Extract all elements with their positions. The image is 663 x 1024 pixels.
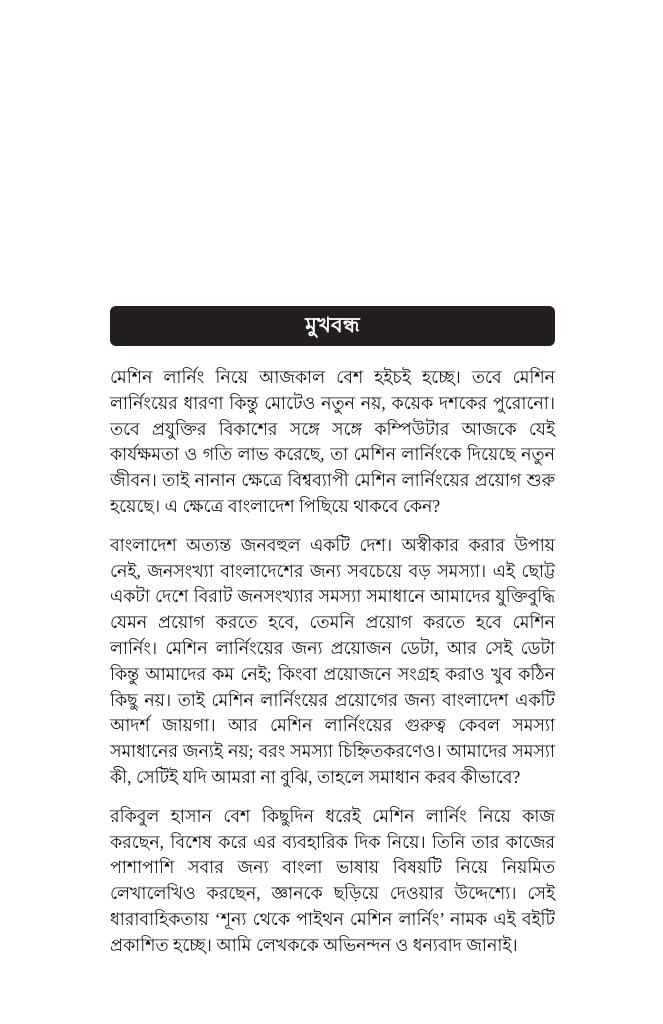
paragraph-1: মেশিন লার্নিং নিয়ে আজকাল বেশ হইচই হচ্ছে। তবে মেশিন লার্নিংয়ের ধারণা কিন্তু মোটেও নতুন নয়, কয়েক দশকের পুরোনো। তবে প্রযুক্তির বিকাশের সঙ্গে সঙ্গে কম্পিউটার আজকে যেই কার্যক্ষমতা ও গতি লাভ করেছে, তা মেশিন লার্নিংকে দিয়েছে নতুন জীবন। তাই নানান ক্ষেত্রে বিশ্বব্যাপী মেশিন লার্নিংয়ের প্রয়োগ শুরু হয়েছে। এ ক্ষেত্রে বাংলাদেশ পিছিয়ে থাকবে কেন? [110,367,555,516]
paragraph-2: বাংলাদেশ অত্যন্ত জনবহুল একটি দেশ। অস্বীকার করার উপায় নেই, জনসংখ্যা বাংলাদেশের জন্য সবচেয়ে বড় সমস্যা। এই ছোট্ট একটা দেশে বিরাট জনসংখ্যার সমস্যা সমাধানে আমাদের যুক্তিবুদ্ধি যেমন প্রয়োগ করতে হবে, তেমনি প্রয়োগ করতে হবে মেশিন লার্নিং। মেশিন লার্নিংয়ের জন্য প্রয়োজন ডেটা, আর সেই ডেটা কিন্তু আমাদের কম নেই; কিংবা প্রয়োজনে সংগ্রহ করাও খুব কঠিন কিছু নয়। তাই মেশিন লার্নিংয়ের প্রয়োগের জন্য বাংলাদেশ একটি আদর্শ জায়গা। আর মেশিন লার্নিংয়ের গুরুত্ব কেবল সমস্যা সমাধানের জন্যই নয়; বরং সমস্যা চিহ্নিতকরণেও। আমাদের সমস্যা কী, সেটিই যদি আমরা না বুঝি, তাহলে সমাধান করব কীভাবে? [110,534,555,787]
paragraph-3: রকিবুল হাসান বেশ কিছুদিন ধরেই মেশিন লার্নিং নিয়ে কাজ করছেন, বিশেষ করে এর ব্যবহারিক দিক নিয়ে। তিনি তার কাজের পাশাপাশি সবার জন্য বাংলা ভাষায় বিষয়টি নিয়ে নিয়মিত লেখালেখিও করছেন, জ্ঞানকে ছড়িয়ে দেওয়ার উদ্দেশ্যে। সেই ধারাবাহিকতায় ‘শূন্য থেকে পাইথন মেশিন লার্নিং’ নামক এই বইটি প্রকাশিত হচ্ছে। আমি লেখককে অভিনন্দন ও ধন্যবাদ জানাই। [110,805,555,955]
body-text [110,365,555,959]
section-title-bar [110,306,555,346]
page-title: মুখবন্ধ [305,312,360,337]
content-column [110,306,555,959]
